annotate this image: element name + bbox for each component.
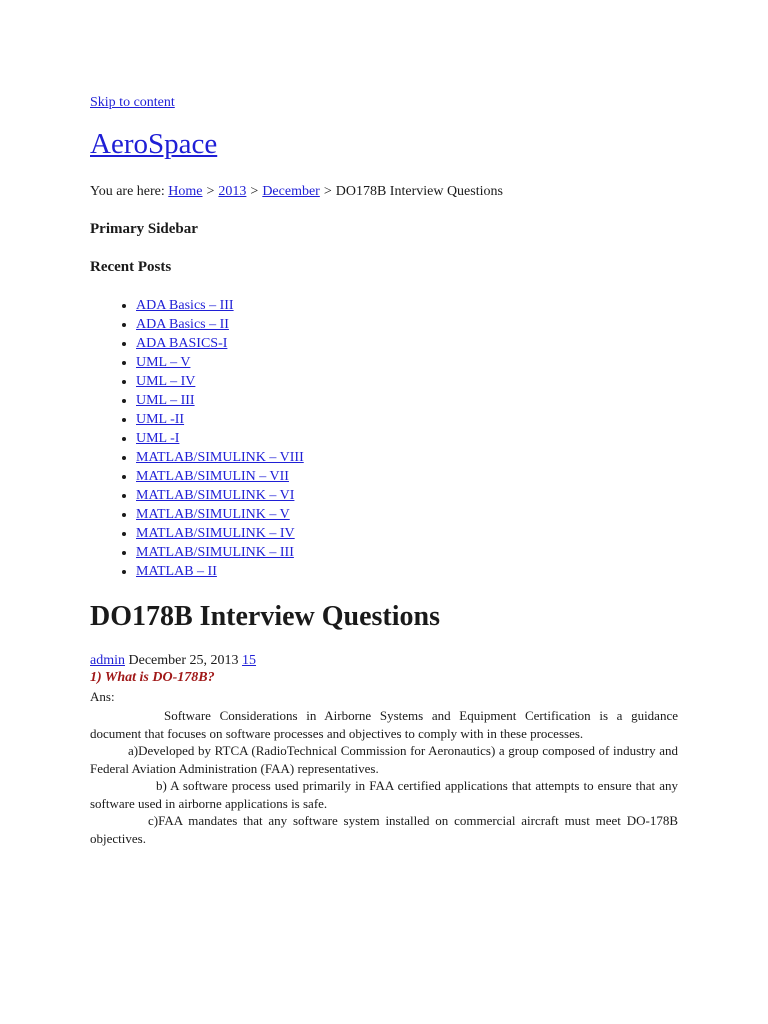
list-item	[136, 392, 304, 411]
breadcrumb-home[interactable]: Home	[168, 184, 203, 199]
primary-sidebar-heading: Primary Sidebar	[90, 221, 198, 237]
list-item	[136, 544, 304, 563]
list-item	[136, 411, 304, 430]
recent-posts-heading: Recent Posts	[90, 259, 172, 275]
recent-post-link[interactable]: MATLAB/SIMULINK – III	[136, 545, 294, 560]
recent-post-link[interactable]: UML -II	[136, 412, 185, 427]
list-item	[136, 335, 304, 354]
breadcrumb-separator: >	[250, 184, 259, 199]
list-item	[136, 297, 304, 316]
recent-post-link[interactable]: MATLAB – II	[136, 564, 217, 579]
post-date: December 25, 2013	[128, 653, 239, 668]
list-item	[136, 373, 304, 392]
list-item	[136, 563, 304, 582]
post-comments-link[interactable]: 15	[242, 653, 257, 668]
list-item	[136, 354, 304, 373]
post-paragraph: Software Considerations in Airborne Systems and Equipment Certification is a guidance document that focuses on software processes and objectives to comply with in these processes.	[90, 708, 678, 741]
breadcrumb-month[interactable]: December	[262, 184, 320, 199]
post-paragraph: b) A software process used primarily in FAA certified applications that attempts to ensure that any software used in airborne applications is safe.	[90, 778, 678, 811]
breadcrumb-current: DO178B Interview Questions	[335, 184, 503, 199]
recent-post-link[interactable]: ADA Basics – II	[136, 317, 229, 332]
recent-post-link[interactable]: ADA BASICS-I	[136, 336, 228, 351]
post-body	[90, 707, 678, 847]
list-item	[136, 487, 304, 506]
recent-post-link[interactable]: MATLAB/SIMULINK – VIII	[136, 450, 304, 465]
recent-post-link[interactable]: MATLAB/SIMULINK – VI	[136, 488, 295, 503]
post-title: DO178B Interview Questions	[90, 601, 440, 632]
list-item	[136, 468, 304, 487]
list-item	[136, 316, 304, 335]
recent-post-link[interactable]: UML – IV	[136, 374, 196, 389]
answer-label: Ans:	[90, 689, 115, 704]
recent-post-link[interactable]: MATLAB/SIMULINK – V	[136, 507, 290, 522]
site-title	[90, 128, 217, 161]
breadcrumb	[90, 184, 503, 200]
post-author-link[interactable]: admin	[90, 653, 125, 668]
recent-post-link[interactable]: UML – V	[136, 355, 191, 370]
recent-post-link[interactable]: ADA Basics – III	[136, 298, 234, 313]
list-item	[136, 525, 304, 544]
post-meta	[90, 653, 256, 669]
post-paragraph: a)Developed by RTCA (RadioTechnical Commission for Aeronautics) a group composed of industry and Federal Aviation Administration (FAA) representatives.	[90, 743, 678, 776]
recent-post-link[interactable]: MATLAB/SIMULIN – VII	[136, 469, 289, 484]
breadcrumb-separator: >	[323, 184, 332, 199]
skip-to-content-link[interactable]: Skip to content	[90, 95, 175, 110]
question-heading: 1) What is DO-178B?	[90, 670, 215, 685]
post-paragraph: c)FAA mandates that any software system installed on commercial aircraft must meet DO-178B objectives.	[90, 813, 678, 846]
breadcrumb-year[interactable]: 2013	[218, 184, 247, 199]
breadcrumb-separator: >	[206, 184, 215, 199]
breadcrumb-prefix: You are here:	[90, 184, 165, 199]
recent-posts-list	[90, 297, 304, 582]
recent-post-link[interactable]: UML – III	[136, 393, 195, 408]
list-item	[136, 506, 304, 525]
recent-post-link[interactable]: MATLAB/SIMULINK – IV	[136, 526, 295, 541]
list-item	[136, 430, 304, 449]
list-item	[136, 449, 304, 468]
recent-post-link[interactable]: UML -I	[136, 431, 180, 446]
site-title-link[interactable]: AeroSpace	[90, 128, 218, 160]
